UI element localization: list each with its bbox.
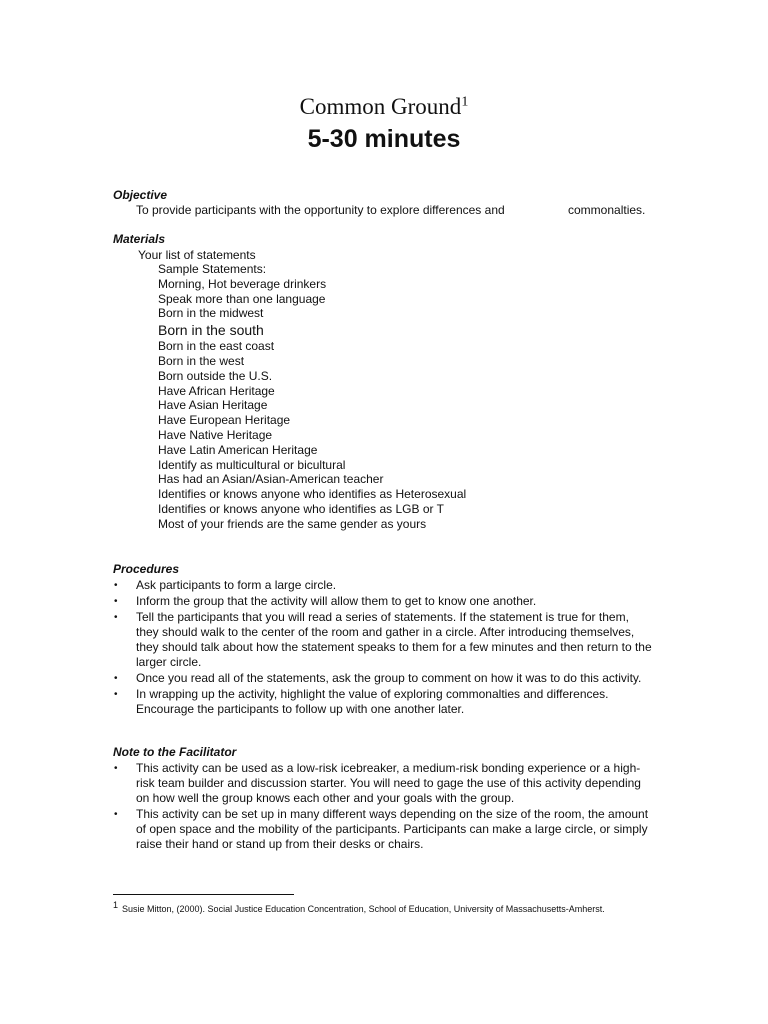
bullet-icon: • <box>114 763 118 774</box>
list-item: Born in the west <box>158 353 245 368</box>
bullet-icon: • <box>114 596 118 607</box>
list-item: Born in the midwest <box>158 306 264 321</box>
objective-text-part2: commonalties. <box>568 203 646 217</box>
duration-heading: 5-30 minutes <box>307 125 461 153</box>
list-item: Born in the east coast <box>158 339 275 354</box>
list-item: • Inform the group that the activity will allow them to get to know one another. <box>114 594 537 608</box>
list-item: Identifies or knows anyone who identifies as Heterosexual <box>158 487 467 502</box>
list-item: • Ask participants to form a large circle. <box>114 578 337 592</box>
list-item: Have Latin American Heritage <box>158 442 318 457</box>
list-item: • This activity can be set up in many different ways depending on the size of the room, the amount of open space and the mobility of the participants. Participants can make a large circle, or simply raise their hand or stand up from their desks or chairs. <box>114 807 649 851</box>
list-item: Identify as multicultural or bicultural <box>158 457 346 472</box>
procedures-heading: Procedures <box>113 562 180 576</box>
list-item: Speak more than one language <box>158 291 326 306</box>
list-item: • In wrapping up the activity, highlight the value of exploring commonalties and differences. Encourage the participants to follow up with one another later. <box>114 687 609 716</box>
footnote-text: Susie Mitton, (2000). Social Justice Education Concentration, School of Education, University of Massachusetts-Amherst. <box>122 904 605 914</box>
bullet-icon: • <box>114 580 118 591</box>
bullet-icon: • <box>114 612 118 623</box>
list-item: Born outside the U.S. <box>158 368 273 383</box>
materials-heading: Materials <box>113 232 166 246</box>
list-item: Has had an Asian/Asian-American teacher <box>158 472 384 487</box>
footnote-number: 1 <box>113 900 119 910</box>
list-item: Most of your friends are the same gender as yours <box>158 516 427 531</box>
list-item: Born in the south <box>158 322 264 339</box>
list-item: Morning, Hot beverage drinkers <box>158 276 327 291</box>
list-item: • Once you read all of the statements, ask the group to comment on how it was to do this activity. <box>114 671 642 685</box>
bullet-icon: • <box>114 809 118 820</box>
bullet-icon: • <box>114 689 118 700</box>
footnote <box>113 902 661 917</box>
facilitator-note-list <box>113 761 653 853</box>
list-item: Sample Statements: <box>158 262 267 276</box>
list-item: Have Native Heritage <box>158 427 273 442</box>
list-item: • This activity can be used as a low-risk icebreaker, a medium-risk bonding experience or a high-risk team builder and discussion starter. You will need to gage the use of this activity depending on how well the group knows each other and your goals with the group. <box>114 761 641 805</box>
facilitator-note-heading: Note to the Facilitator <box>113 745 237 759</box>
bullet-icon: • <box>114 673 118 684</box>
procedures-list <box>113 578 653 718</box>
objective-heading: Objective <box>113 188 168 202</box>
list-item: Have Asian Heritage <box>158 398 268 413</box>
title-footnote-ref: 1 <box>461 94 469 110</box>
list-item: • Tell the participants that you will read a series of statements. If the statement is true for them, they should walk to the center of the room and gather in a circle. After introducing themselves, they should talk about how the statement speaks to them for a few minutes and then return to the larger circle. <box>114 610 652 669</box>
list-item: Identifies or knows anyone who identifies as LGB or T <box>158 501 444 516</box>
footnote-divider <box>113 894 294 895</box>
materials-intro: Your list of statements <box>138 248 256 262</box>
title-text: Common Ground <box>299 94 462 119</box>
statement-list <box>158 262 466 532</box>
list-item: Have African Heritage <box>158 383 275 398</box>
objective-text-part1: To provide participants with the opportunity to explore differences and <box>136 203 505 217</box>
list-item: Have European Heritage <box>158 413 291 428</box>
document-title <box>0 92 768 122</box>
